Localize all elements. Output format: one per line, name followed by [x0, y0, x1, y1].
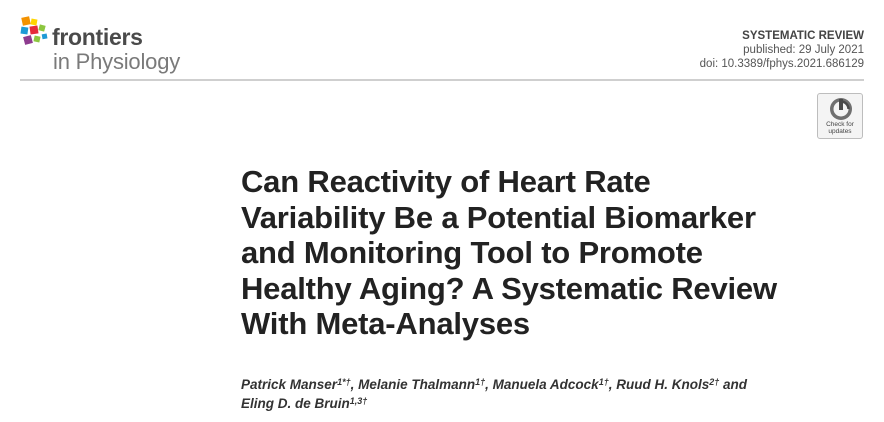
- author-affiliation[interactable]: 1†: [598, 377, 609, 387]
- journal-name: in Physiology: [53, 49, 181, 74]
- title-line: Healthy Aging? A Systematic Review: [241, 270, 777, 306]
- article-meta: [700, 29, 864, 71]
- author-affiliation[interactable]: 1*†: [337, 377, 351, 387]
- article-type: SYSTEMATIC REVIEW: [742, 30, 864, 42]
- published-date: published: 29 July 2021: [743, 44, 864, 56]
- journal-brand: frontiers: [52, 24, 143, 50]
- title-line: Can Reactivity of Heart Rate: [241, 164, 651, 199]
- author-name[interactable]: Melanie Thalmann: [358, 377, 476, 392]
- author-separator: ,: [608, 377, 617, 392]
- author-list: [241, 375, 861, 413]
- article-title: [241, 164, 871, 342]
- frontiers-logo-icon: [20, 16, 50, 50]
- author-row: [241, 375, 861, 394]
- author-name[interactable]: Eling D. de Bruin: [241, 396, 350, 411]
- author-separator: ,: [485, 377, 493, 392]
- check-for-updates-badge[interactable]: [817, 93, 863, 139]
- author-separator: and: [719, 377, 747, 392]
- title-line: Variability Be a Potential Biomarker: [241, 199, 756, 235]
- author-row: [241, 394, 861, 413]
- title-line: With Meta-Analyses: [241, 306, 530, 341]
- author-affiliation[interactable]: 1,3†: [349, 396, 368, 406]
- check-for-updates-icon: [829, 97, 853, 121]
- author-name[interactable]: Manuela Adcock: [492, 377, 599, 392]
- header-divider: [20, 79, 864, 81]
- author-separator: ,: [350, 377, 359, 392]
- author-affiliation[interactable]: 1†: [475, 377, 486, 387]
- author-affiliation[interactable]: 2†: [709, 377, 720, 387]
- check-for-updates-label: Check for updates: [826, 121, 854, 135]
- author-name[interactable]: Ruud H. Knols: [616, 377, 710, 392]
- article-doi[interactable]: doi: 10.3389/fphys.2021.686129: [699, 58, 864, 70]
- journal-logo[interactable]: [20, 16, 220, 76]
- title-line: and Monitoring Tool to Promote: [241, 235, 703, 270]
- author-name[interactable]: Patrick Manser: [241, 377, 338, 392]
